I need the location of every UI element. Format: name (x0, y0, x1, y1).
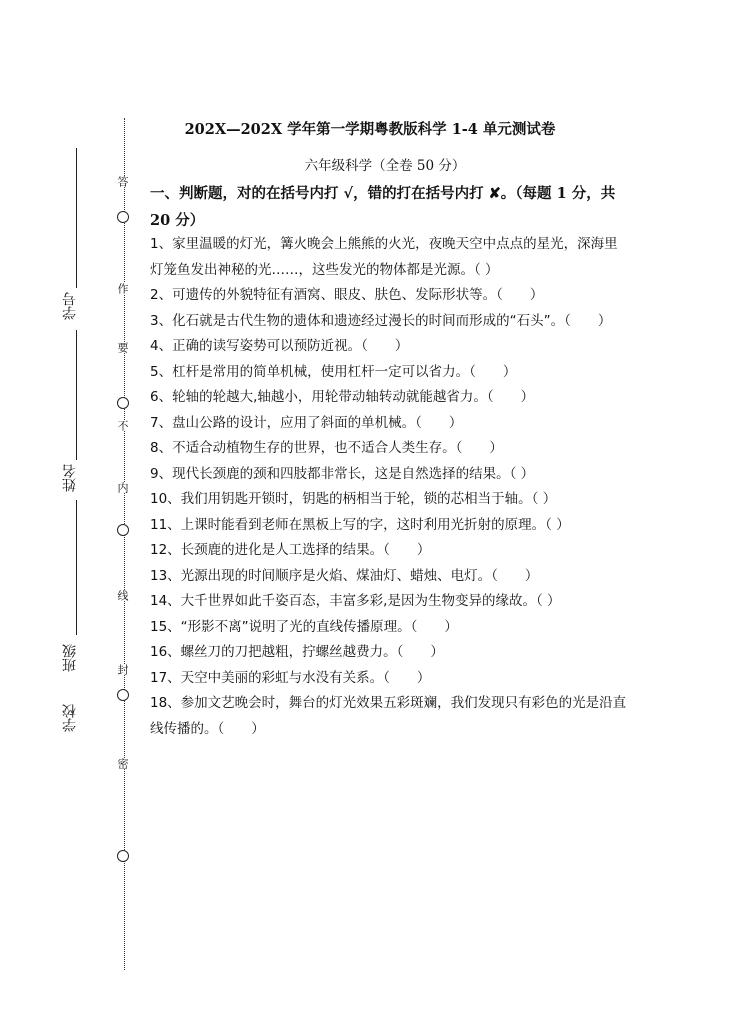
question-item: 6、轮轴的轮越大,轴越小，用轮带动轴转动就能越省力。（ ） (150, 389, 535, 405)
question-item: 13、光源出现的时间顺序是火焰、煤油灯、蜡烛、电灯。（ ） (150, 567, 539, 584)
binding-hole-circle (117, 689, 129, 701)
seal-char: 作 (116, 283, 129, 294)
binding-hole-circle (117, 397, 129, 409)
exam-title: 202X—202X 学年第一学期粤教版科学 1-4 单元测试卷 (184, 121, 556, 138)
school-label: 学校 (60, 700, 80, 736)
seal-char: 线 (116, 590, 129, 601)
question-item: 12、长颈鹿的进化是人工选择的结果。（ ） (150, 542, 431, 558)
margin-line (76, 330, 77, 460)
class-label: 班级 (60, 640, 80, 676)
question-item: 18、参加文艺晚会时，舞台的灯光效果五彩斑斓，我们发现只有彩色的光是沿直线传播的。（ ） (150, 695, 627, 737)
question-item: 9、现代长颈鹿的颈和四肢都非常长，这是自然选择的结果。（ ） (150, 465, 535, 482)
question-item: 16、螺丝刀的刀把越粗，拧螺丝越费力。（ ） (150, 644, 444, 660)
seal-char: 答 (116, 176, 129, 187)
seal-char: 内 (116, 482, 129, 493)
margin-line (76, 500, 77, 635)
question-item: 15、“形影不离”说明了光的直线传播原理。（ ） (150, 618, 458, 635)
question-item: 7、盘山公路的设计，应用了斜面的单机械。（ ） (150, 414, 463, 431)
seal-char: 要 (116, 342, 129, 353)
margin-line (76, 148, 77, 288)
name-label: 姓名 (60, 460, 80, 496)
question-item: 17、天空中美丽的彩虹与水没有关系。（ ） (150, 669, 431, 686)
section-heading: 一、判断题，对的在括号内打 √，错的打在括号内打 ✘。（每题 1 分，共 20 分） (150, 185, 616, 229)
question-item: 4、正确的读写姿势可以预防近视。（ ） (150, 338, 409, 354)
question-item: 14、大千世界如此千姿百态，丰富多彩,是因为生物变异的缘故。（ ） (150, 593, 561, 609)
question-item: 10、我们用钥匙开锁时，钥匙的柄相当于轮，锁的芯相当于轴。（ ） (150, 491, 557, 507)
question-item: 8、不适合动植物生存的世界，也不适合人类生存。（ ） (150, 440, 503, 456)
question-item: 11、上课时能看到老师在黑板上写的字，这时利用光折射的原理。（ ） (150, 516, 570, 533)
seal-char: 不 (116, 420, 129, 431)
question-item: 2、可遗传的外貌特征有酒窝、眼皮、肤色、发际形状等。（ ） (150, 287, 544, 303)
question-item: 3、化石就是古代生物的遗体和遗迹经过漫长的时间而形成的“石头”。（ ） (150, 312, 612, 329)
question-item: 1、家里温暖的灯光，篝火晚会上熊熊的火光，夜晚天空中点点的星光，深海里灯笼鱼发出神秘的光……，这些发光的物体都是光源。（ ） (150, 236, 618, 278)
binding-hole-circle (117, 524, 129, 536)
dotted-cut-line (124, 118, 125, 970)
student-number-label: 学号 (60, 288, 80, 324)
exam-subtitle: 六年级科学（全卷 50 分） (304, 158, 466, 174)
question-list (150, 232, 628, 742)
question-item: 5、杠杆是常用的简单机械，使用杠杆一定可以省力。（ ） (150, 363, 517, 380)
seal-char: 封 (116, 664, 129, 675)
binding-hole-circle (117, 211, 129, 223)
seal-char: 密 (116, 758, 129, 769)
binding-hole-circle (117, 850, 129, 862)
